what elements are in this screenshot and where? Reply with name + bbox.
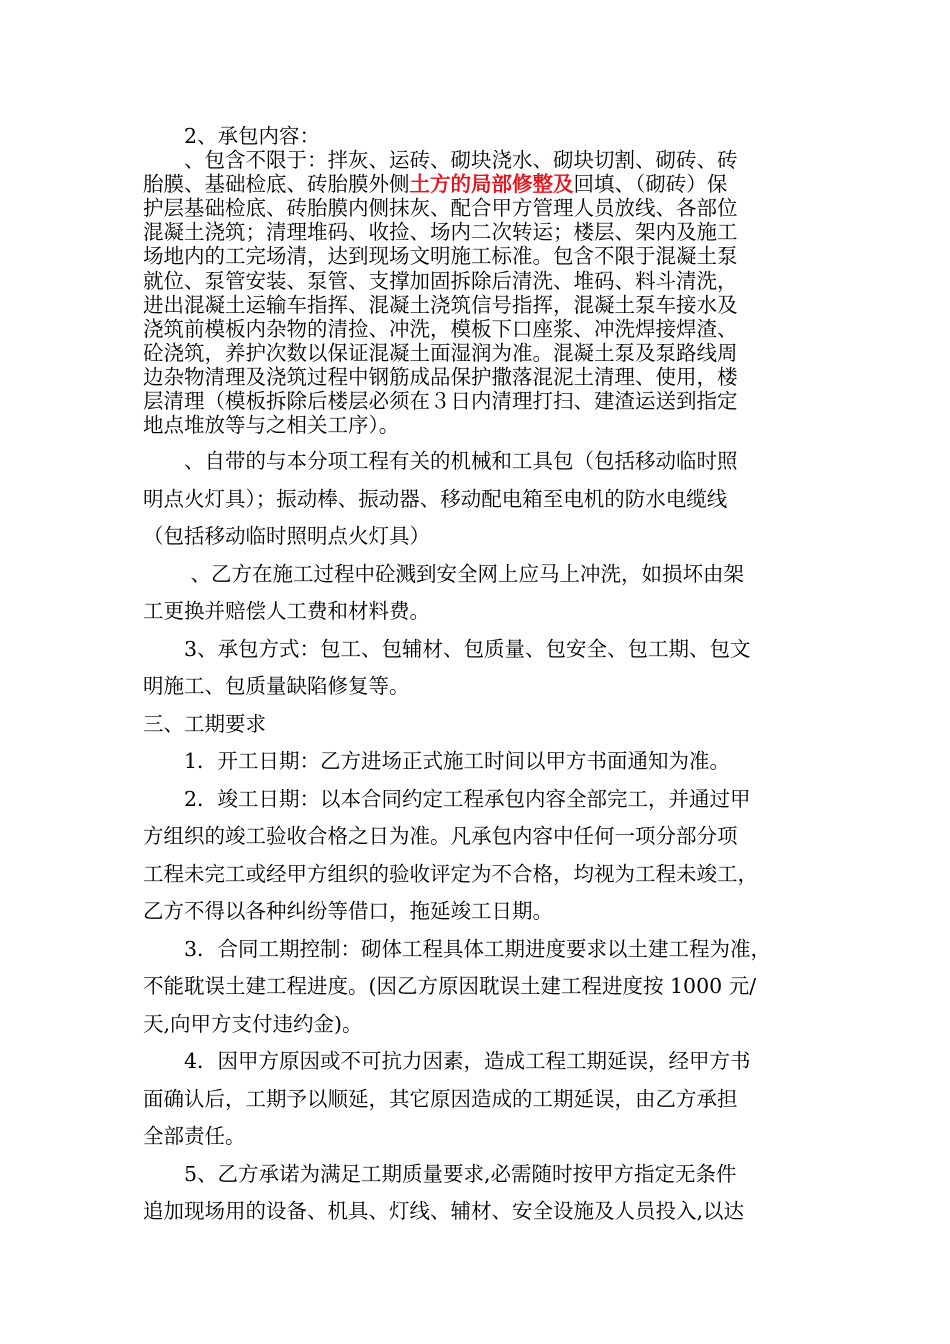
text-line: 2、承包内容：	[143, 124, 321, 148]
text-line: 就位、泵管安装、泵管、支撑加固拆除后清洗、堆码、料斗清洗，	[143, 268, 738, 293]
paragraph-contract-content	[143, 124, 808, 437]
text-line: 、包含不限于：拌灰、运砖、砌块浇水、砌块切割、砌砖、砖	[143, 148, 738, 173]
text-line: 护层基础检底、砖胎膜内侧抹灰、配合甲方管理人员放线、各部位	[143, 196, 738, 221]
paragraph-work-terms	[143, 443, 808, 1231]
text-line: 4．因甲方原因或不可抗力因素，造成工程工期延误，经甲方书	[143, 1049, 751, 1073]
text-line: 2．竣工日期：以本合同约定工程承包内容全部完工，并通过甲	[143, 786, 751, 811]
text-line: 砼浇筑，养护次数以保证混凝土面湿润为准。混凝土泵及泵路线周	[143, 340, 738, 365]
text-line: 1．开工日期：乙方进场正式施工时间以甲方书面通知为准。	[143, 749, 731, 773]
highlighted-text: 土方的局部修整及	[409, 172, 574, 197]
text-line: 层清理（模板拆除后楼层必须在３日内清理打扫、建渣运送到指定	[143, 389, 738, 414]
text-line-head: 胎膜、基础检底、砖胎膜外侧	[143, 172, 410, 197]
text-line: 、自带的与本分项工程有关的机械和工具包（包括移动临时照	[143, 449, 738, 473]
text-line: 追加现场用的设备、机具、灯线、辅材、安全设施及人员投入,以达	[143, 1199, 745, 1223]
text-line: 、乙方在施工过程中砼溅到安全网上应马上冲洗，如损坏由架	[143, 561, 745, 586]
text-line: 工程未完工或经甲方组织的验收评定为不合格，均视为工程未竣工，	[143, 861, 758, 886]
text-line: 全部责任。	[143, 1124, 246, 1148]
text-line: 3、承包方式：包工、包辅材、包质量、包安全、包工期、包文	[143, 636, 751, 661]
text-line-tail: 回填、（砌砖）保	[573, 172, 728, 197]
text-line: 天,向甲方支付违约金)。	[143, 1011, 363, 1036]
section-heading: 三、工期要求	[143, 711, 266, 736]
text-line: 进出混凝土运输车指挥、混凝土浇筑信号指挥，混凝土泵车接水及	[143, 292, 738, 317]
text-line: 浇筑前模板内杂物的清捡、冲洗，模板下口座浆、冲洗焊接焊渣、	[143, 316, 738, 341]
text-line: 5、乙方承诺为满足工期质量要求,必需随时按甲方指定无条件	[143, 1161, 737, 1186]
text-line: 明施工、包质量缺陷修复等。	[143, 674, 410, 698]
text-line: （包括移动临时照明点火灯具）	[143, 524, 430, 548]
text-line: 混凝土浇筑；清理堆码、收捡、场内二次转运；楼层、架内及施工	[143, 220, 738, 245]
text-line: 不能耽误土建工程进度。(因乙方原因耽误土建工程进度按 1000 元/	[143, 974, 757, 998]
text-line: 工更换并赔偿人工费和材料费。	[143, 599, 430, 623]
text-line	[143, 172, 808, 196]
text-line: 场地内的工完场清，达到现场文明施工标准。包含不限于混凝土泵	[143, 244, 738, 269]
text-line: 3．合同工期控制：砌体工程具体工期进度要求以土建工程为准，	[143, 936, 772, 961]
text-line: 明点火灯具）；振动棒、振动器、移动配电箱至电机的防水电缆线	[143, 486, 728, 511]
text-line: 地点堆放等与之相关工序）。	[143, 413, 400, 438]
text-line: 面确认后，工期予以顺延，其它原因造成的工期延误，由乙方承担	[143, 1086, 738, 1111]
text-line: 方组织的竣工验收合格之日为准。凡承包内容中任何一项分部分项	[143, 824, 738, 848]
text-line: 乙方不得以各种纠纷等借口，拖延竣工日期。	[143, 899, 553, 923]
text-line: 边杂物清理及浇筑过程中钢筋成品保护撒落混泥土清理、使用，楼	[143, 364, 738, 389]
